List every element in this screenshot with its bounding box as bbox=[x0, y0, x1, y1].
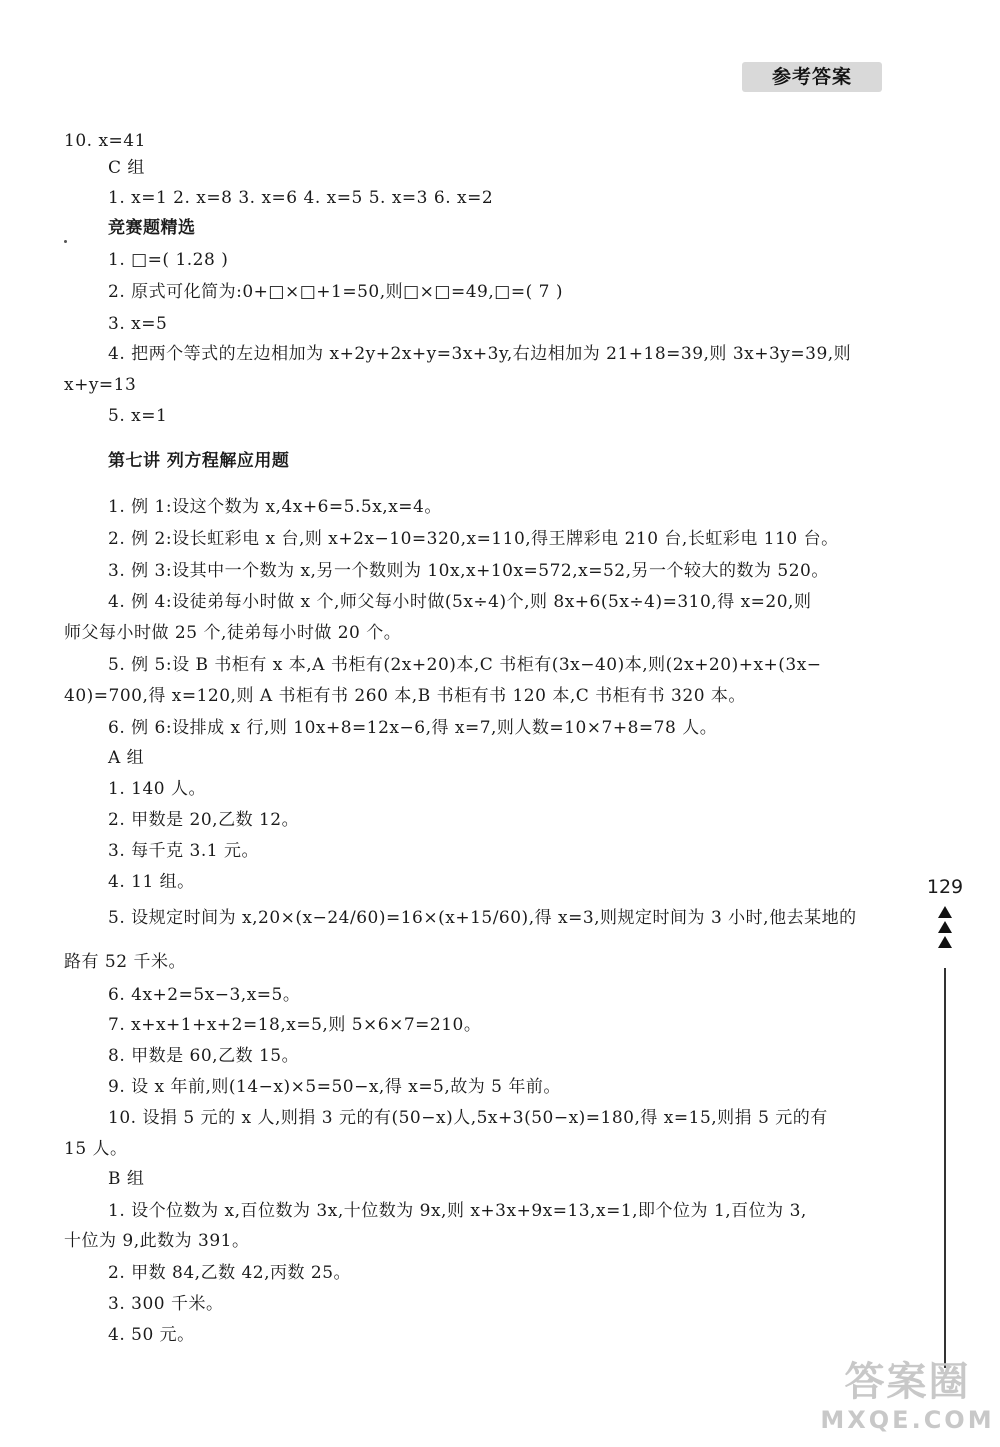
answer-line: 10. x=41 bbox=[64, 131, 146, 151]
answer-line: 40)=700,得 x=120,则 A 书柜有书 260 本,B 书柜有书 120 本,C 书柜有书 320 本。 bbox=[64, 686, 746, 706]
watermark bbox=[820, 1358, 995, 1443]
answer-line: 1. 设个位数为 x,百位数为 3x,十位数为 9x,则 x+3x+9x=13,x=1,即个位为 1,百位为 3, bbox=[108, 1201, 807, 1221]
answer-line: 9. 设 x 年前,则(14−x)×5=50−x,得 x=5,故为 5 年前。 bbox=[108, 1077, 561, 1097]
answer-line: 4. 例 4:设徒弟每小时做 x 个,师父每小时做(5x÷4)个,则 8x+6(5x÷4)=310,得 x=20,则 bbox=[108, 592, 812, 612]
answer-line: 路有 52 千米。 bbox=[64, 952, 186, 972]
page-number: 129 bbox=[926, 876, 964, 898]
triangle-markers bbox=[934, 906, 956, 951]
answer-line: 7. x+x+1+x+2=18,x=5,则 5×6×7=210。 bbox=[108, 1015, 482, 1035]
answer-line: 4. 把两个等式的左边相加为 x+2y+2x+y=3x+3y,右边相加为 21+18=39,则 3x+3y=39,则 bbox=[108, 344, 852, 364]
answer-line: 6. 4x+2=5x−3,x=5。 bbox=[108, 985, 301, 1005]
section-heading: 竞赛题精选 bbox=[108, 218, 196, 238]
answer-line: 1. 例 1:设这个数为 x,4x+6=5.5x,x=4。 bbox=[108, 497, 442, 517]
answer-line: 4. 11 组。 bbox=[108, 872, 195, 892]
answer-line: A 组 bbox=[108, 748, 145, 768]
answer-line: 3. 例 3:设其中一个数为 x,另一个数则为 10x,x+10x=572,x=52,另一个较大的数为 520。 bbox=[108, 561, 829, 581]
answer-line: x+y=13 bbox=[64, 375, 137, 395]
header-tab: 参考答案 bbox=[742, 62, 882, 92]
answer-line: 3. 每千克 3.1 元。 bbox=[108, 841, 259, 861]
watermark-logo: 答案圈 bbox=[844, 1359, 971, 1405]
answer-line: 2. 甲数 84,乙数 42,丙数 25。 bbox=[108, 1263, 352, 1283]
answer-line: 2. 例 2:设长虹彩电 x 台,则 x+2x−10=320,x=110,得王牌彩电 210 台,长虹彩电 110 台。 bbox=[108, 529, 839, 549]
triangle-icon bbox=[938, 936, 952, 948]
answer-line: 十位为 9,此数为 391。 bbox=[64, 1231, 250, 1251]
answer-line: 10. 设捐 5 元的 x 人,则捐 3 元的有(50−x)人,5x+3(50−x)=180,得 x=15,则捐 5 元的有 bbox=[108, 1108, 828, 1128]
triangle-icon bbox=[938, 906, 952, 918]
answer-line: 1. x=1 2. x=8 3. x=6 4. x=5 5. x=3 6. x=2 bbox=[108, 188, 494, 208]
triangle-icon bbox=[938, 921, 952, 933]
answer-line: 2. 原式可化简为:0+□×□+1=50,则□×□=49,□=( 7 ) bbox=[108, 282, 563, 302]
answer-line: 5. 设规定时间为 x,20×(x−24/60)=16×(x+15/60),得 x=3,则规定时间为 3 小时,他去某地的 bbox=[108, 908, 857, 928]
answer-line: 15 人。 bbox=[64, 1139, 128, 1159]
section-heading: 第七讲 列方程解应用题 bbox=[108, 451, 290, 471]
answer-line: B 组 bbox=[108, 1169, 145, 1189]
answer-line: 1. 140 人。 bbox=[108, 779, 206, 799]
answer-line: 1. □=( 1.28 ) bbox=[108, 250, 229, 270]
answer-line: 5. x=1 bbox=[108, 406, 168, 426]
margin-dot bbox=[64, 240, 67, 243]
answer-line: 师父每小时做 25 个,徒弟每小时做 20 个。 bbox=[64, 623, 402, 643]
answer-line: 3. x=5 bbox=[108, 314, 168, 334]
answer-line: 4. 50 元。 bbox=[108, 1325, 195, 1345]
side-rule bbox=[944, 968, 946, 1368]
answer-line: 8. 甲数是 60,乙数 15。 bbox=[108, 1046, 300, 1066]
answer-line: C 组 bbox=[108, 158, 145, 178]
answer-line: 5. 例 5:设 B 书柜有 x 本,A 书柜有(2x+20)本,C 书柜有(3x−40)本,则(2x+20)+x+(3x− bbox=[108, 655, 822, 675]
answer-line: 2. 甲数是 20,乙数 12。 bbox=[108, 810, 300, 830]
answer-line: 6. 例 6:设排成 x 行,则 10x+8=12x−6,得 x=7,则人数=10×7+8=78 人。 bbox=[108, 718, 718, 738]
answer-line: 3. 300 千米。 bbox=[108, 1294, 224, 1314]
watermark-url: MXQE.COM bbox=[820, 1406, 995, 1434]
